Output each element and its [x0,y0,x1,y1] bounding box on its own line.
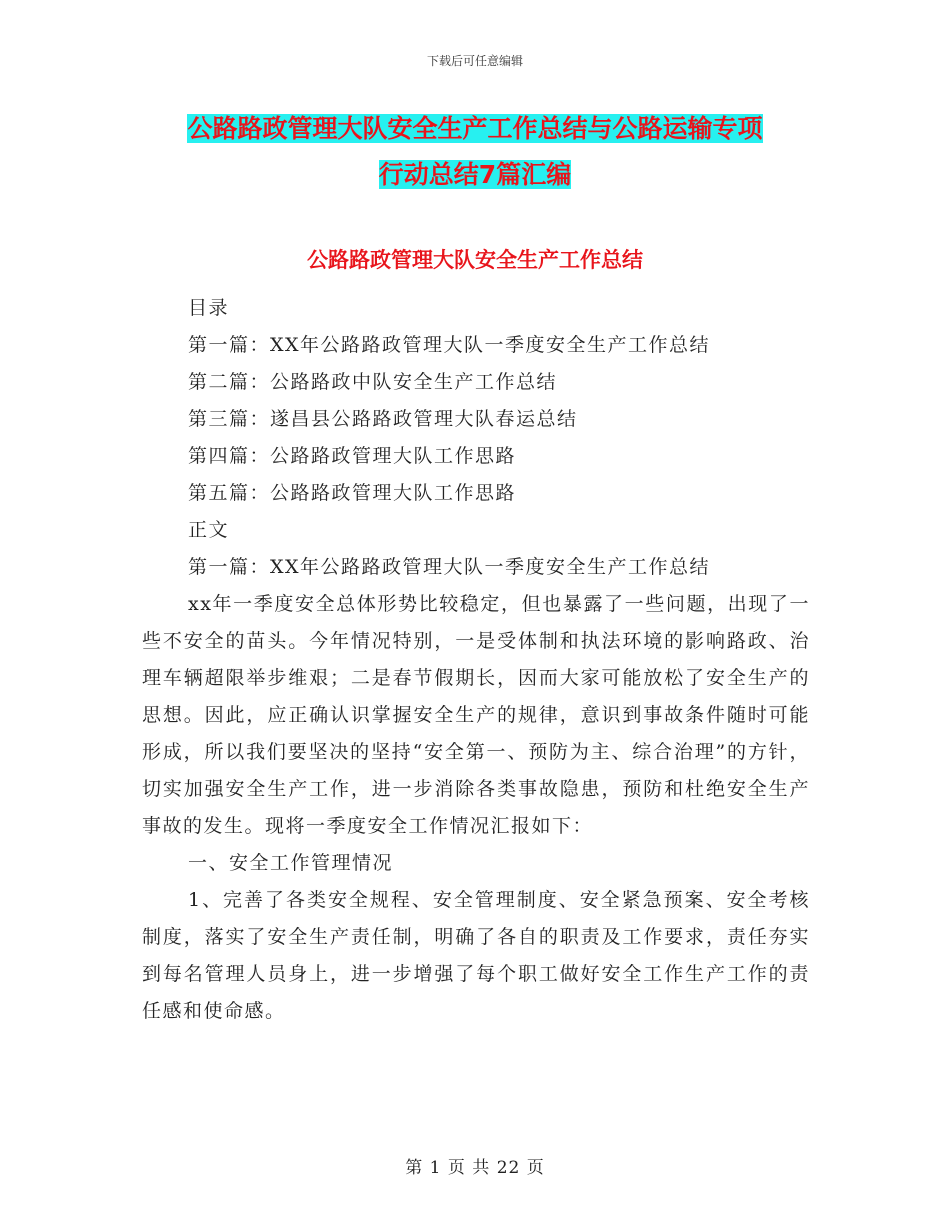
toc-item: 第五篇：公路路政管理大队工作思路 [188,482,517,504]
body-paragraph: 1、完善了各类安全规程、安全管理制度、安全紧急预案、安全考核制度，落实了安全生产责任制，明确了各自的职责及工作要求，责任夯实到每名管理人员身上，进一步增强了每个职工做好安全工作生产工作的责任感和使命感。 [142,889,810,1022]
body-paragraph: xx年一季度安全总体形势比较稳定，但也暴露了一些问题，出现了一些不安全的苗头。今年情况特别，一是受体制和执法环境的影响路政、治理车辆超限举步维艰；二是春节假期长，因而大家可能放松了安全生产的思想。因此，应正确认识掌握安全生产的规律，意识到事故条件随时可能形成，所以我们要坚决的坚持“安全第一、预防为主、综合治理”的方针，切实加强安全生产工作，进一步消除各类事故隐患，预防和杜绝安全生产事故的发生。现将一季度安全工作情况汇报如下： [142,593,810,837]
first-article-title: 第一篇：XX年公路路政管理大队一季度安全生产工作总结 [188,556,711,578]
toc-item: 第一篇：XX年公路路政管理大队一季度安全生产工作总结 [188,334,711,356]
header-note: 下载后可任意编辑 [426,54,523,68]
section-title: 公路路政管理大队安全生产工作总结 [307,248,643,272]
document-title-line-2 [140,152,810,198]
document-title-text-1: 公路路政管理大队安全生产工作总结与公路运输专项 [187,114,763,143]
document-title-line-1 [140,106,810,152]
toc-item: 第二篇：公路路政中队安全生产工作总结 [188,371,558,393]
body-heading: 一、安全工作管理情况 [188,852,394,874]
page-indicator: 第 1 页 共 22 页 [405,1158,545,1178]
body-label: 正文 [188,519,230,541]
document-title-text-2: 行动总结7篇汇编 [378,160,572,189]
document-body [142,290,810,1030]
toc-label: 目录 [188,297,230,319]
toc-item: 第三篇：遂昌县公路路政管理大队春运总结 [188,408,578,430]
toc-item: 第四篇：公路路政管理大队工作思路 [188,445,517,467]
